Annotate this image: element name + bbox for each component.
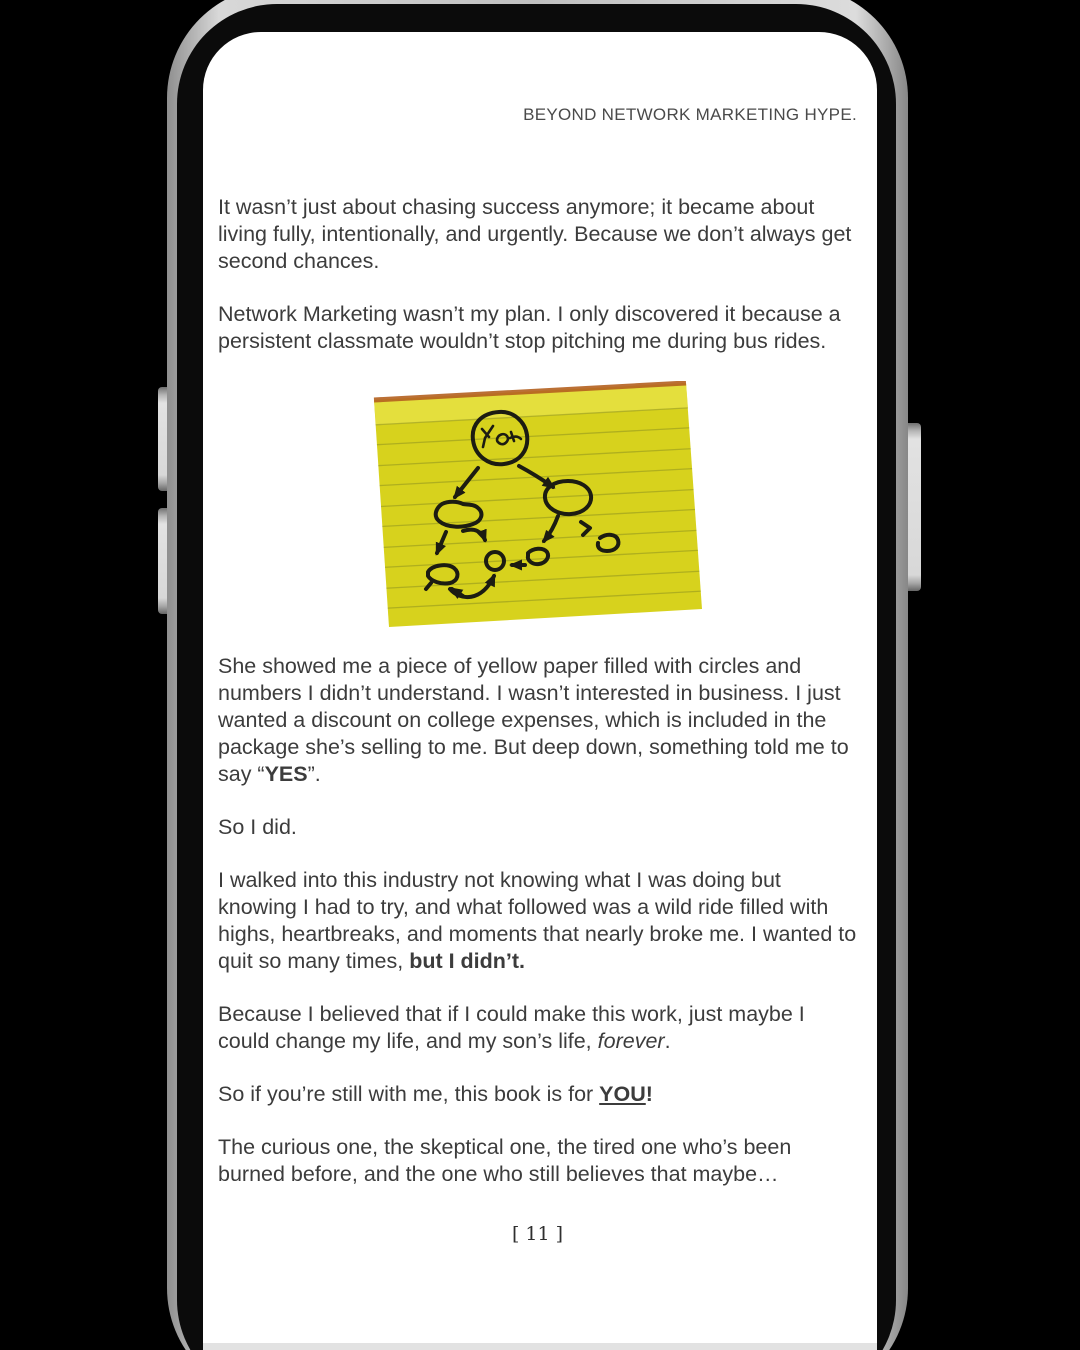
paragraph: It wasn’t just about chasing success anymore; it became about living fully, intentionally, and urgently. Because we don’t always get second chances. (218, 195, 852, 273)
screen-bottom-strip (203, 1343, 877, 1350)
page-body (218, 194, 857, 1248)
paragraph: Because I believed that if I could make this work, just maybe I could change my life, and my son’s life, forever. (218, 1002, 805, 1053)
page-number: [ 11 ] (511, 1223, 564, 1245)
yellow-paper-sketch (372, 381, 704, 628)
body-bottom (218, 653, 857, 1188)
paragraph: I walked into this industry not knowing what I was doing but knowing I had to try, and what followed was a wild ride filled with highs, heartbreaks, and moments that nearly broke me. I wanted to quit so many times, but I didn’t. (218, 868, 857, 973)
paragraph: Network Marketing wasn’t my plan. I only discovered it because a persistent classmate wouldn’t stop pitching me during bus rides. (218, 302, 841, 353)
running-header: BEYOND NETWORK MARKETING HYPE. (523, 105, 857, 124)
paragraph: So if you’re still with me, this book is for YOU! (218, 1082, 653, 1106)
paragraph: She showed me a piece of yellow paper filled with circles and numbers I didn’t understand. I wasn’t interested in business. I just wanted a discount on college expenses, which is included in the package she’s selling to me. But deep down, something told me to say “YES”. (218, 654, 849, 786)
body-top (218, 194, 857, 355)
paragraph: The curious one, the skeptical one, the tired one who’s been burned before, and the one who still believes that maybe… (218, 1135, 792, 1186)
paragraph: So I did. (218, 815, 297, 839)
phone-screen (203, 32, 877, 1343)
yellow-paper-figure (218, 381, 857, 628)
